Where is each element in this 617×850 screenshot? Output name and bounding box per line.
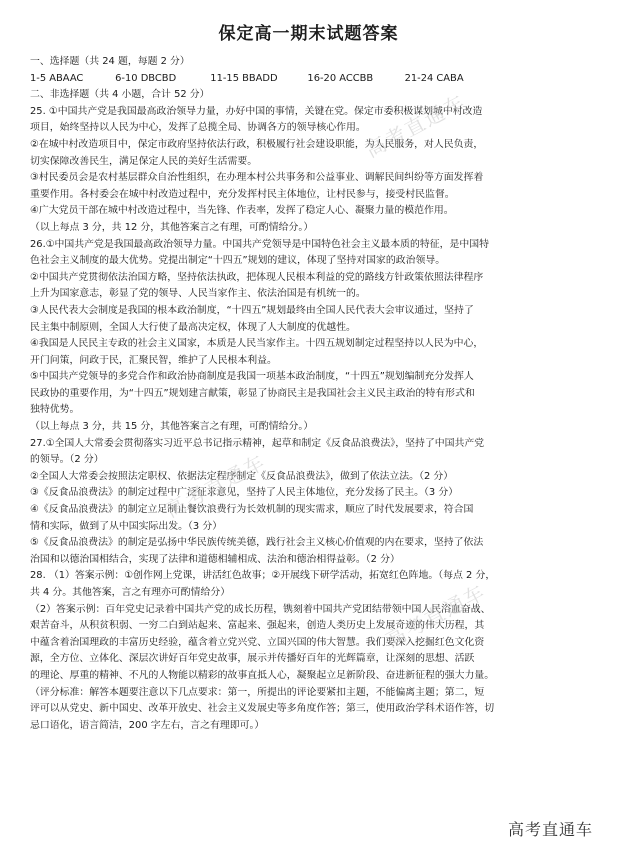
q28-line: 源，全方位、立体化、深层次讲好百年党史故事，展示并传播好百年的光辉篇章，让深刻的思想、活跃 bbox=[30, 653, 475, 665]
answer-group-3: 11-15 BBADD bbox=[210, 72, 278, 84]
q26-line: ④我国是人民民主专政的社会主义国家，本质是人民当家作主。十四五规划制定过程坚持以人民为中心， bbox=[30, 338, 484, 350]
answer-group-2: 6-10 DBCBD bbox=[115, 72, 177, 84]
q27-line: 情和实际，做到了从中国实际出发。（3 分） bbox=[30, 520, 223, 532]
q26-scoring: （以上每点 3 分，共 15 分，其他答案言之有理，可酌情给分。） bbox=[30, 421, 314, 433]
question-25 bbox=[30, 104, 587, 237]
watermark-top: 高考直通车 bbox=[361, 89, 470, 163]
q25-scoring: （以上每点 3 分，共 12 分，其他答案言之有理，可酌情给分。） bbox=[30, 221, 314, 233]
section2-header: 二、非选择题（共 4 小题，合计 52 分） bbox=[30, 89, 210, 101]
q28-line: 中蕴含着治国理政的丰富历史经验，蕴含着立党兴党、立国兴国的伟大智慧。我们要深入挖掘红色文化资 bbox=[30, 636, 485, 648]
question-28 bbox=[30, 568, 587, 734]
q25-line: 切实保障改善民生，满足保定人民的美好生活需要。 bbox=[30, 155, 258, 167]
q26-line: 26.①中国共产党是我国最高政治领导力量。中国共产党领导是中国特色社会主义最本质的特征，是中国特 bbox=[30, 238, 490, 250]
q26-line: 民政协的重要作用，为“十四五”规划建言献策，彰显了协商民主是我国社会主义民主政治的特有形式和 bbox=[30, 387, 475, 399]
q25-line: 25. ①中国共产党是我国最高政治领导力量，办好中国的事情，关键在党。保定市委积极谋划城中村改造 bbox=[30, 105, 483, 117]
q26-line: 民主集中制原则，全国人大行使了最高决定权，体现了人大制度的优越性。 bbox=[30, 321, 356, 333]
q27-line: 治国和以德治国相结合，实现了法律和道德相辅相成、法治和德治相得益彰。（2 分） bbox=[30, 553, 400, 565]
q27-line: ④《反食品浪费法》的制定立足制止餐饮浪费行为长效机制的现实需求，顺应了时代发展要求，符合国 bbox=[30, 504, 474, 516]
answer-group-1: 1-5 ABAAC bbox=[30, 72, 84, 84]
q25-line: ③村民委员会是农村基层群众自治性组织，在办理本村公共事务和公益事业、调解民间纠纷等方面发挥着 bbox=[30, 172, 484, 184]
q25-line: ④广大党员干部在城中村改造过程中，当先锋、作表率，发挥了稳定人心、凝聚力量的模范作用。 bbox=[30, 205, 454, 217]
q28-scoring: （评分标准：解答本题要注意以下几点要求：第一，所提出的评论要紧扣主题，不能偏离主题；第二，短 bbox=[30, 686, 485, 698]
q27-line: ⑤《反食品浪费法》的制定是弘扬中华民族传统美德，践行社会主义核心价值观的内在要求，坚持了依法 bbox=[30, 537, 484, 549]
page-title: 保定高一期末试题答案 bbox=[218, 24, 399, 44]
q28-line: 艰苦奋斗，从积贫积弱、一穷二白到站起来、富起来、强起来，创造人类历史上发展奇迹的伟大历程，其 bbox=[30, 620, 485, 632]
q26-line: ⑤中国共产党领导的多党合作和政治协商制度是我国一项基本政治制度，“十四五”规划编制充分发挥人 bbox=[30, 371, 474, 383]
q27-line: 27.①全国人大常委会贯彻落实习近平总书记指示精神，起草和制定《反食品浪费法》，坚持了中国共产党 bbox=[30, 437, 485, 449]
choice-answers bbox=[30, 71, 587, 88]
watermark-lower: 高考直通车 bbox=[381, 579, 490, 653]
q28-scoring: 忌口语化，语言简洁，200 字左右，言之有理即可。） bbox=[30, 719, 265, 731]
q25-line: ②在城中村改造项目中，保定市政府坚持依法行政，积极履行社会建设职能，为人民服务，对人民负责， bbox=[30, 138, 484, 150]
q26-line: 独特优势。 bbox=[30, 404, 80, 416]
watermark-middle: 高考直通车 bbox=[161, 449, 270, 523]
watermark-corner: 高考直通车 bbox=[507, 820, 593, 839]
q27-line: 的领导。（2 分） bbox=[30, 454, 104, 466]
q26-line: 上升为国家意志，彰显了党的领导、人民当家作主、依法治国是有机统一的。 bbox=[30, 288, 366, 300]
q27-line: ③《反食品浪费法》的制定过程中广泛征求意见，坚持了人民主体地位，充分发扬了民主。（3 分） bbox=[30, 487, 459, 499]
q28-line: 28. （1）答案示例：①创作网上党课，讲活红色故事；②开展线下研学活动，拓宽红色阵地。（每点 2 分， bbox=[30, 570, 496, 582]
q28-line: 共 4 分。其他答案，言之有理亦可酌情给分） bbox=[30, 587, 231, 598]
section1-header: 一、选择题（共 24 题，每题 2 分） bbox=[30, 56, 190, 67]
q25-line: 项目，始终坚持以人民为中心，发挥了总揽全局、协调各方的领导核心作用。 bbox=[30, 122, 366, 134]
q26-line: ②中国共产党贯彻依法治国方略，坚持依法执政，把体现人民根本利益的党的路线方针政策依照法律程序 bbox=[30, 271, 484, 283]
q28-line: 的理论、厚重的精神、不凡的人物能以精彩的故事直抵人心，凝聚起立足新阶段、奋进新征程的强大力量。 bbox=[30, 669, 495, 681]
answer-group-5: 21-24 CABA bbox=[404, 72, 464, 84]
q26-line: 色社会主义制度的最大优势。党提出制定“十四五”规划的建议，体现了坚持对国家的政治领导。 bbox=[30, 255, 446, 267]
document-body bbox=[0, 54, 617, 734]
q27-line: ②全国人大常委会按照法定职权、依据法定程序制定《反食品浪费法》，做到了依法立法。（2 分） bbox=[30, 470, 454, 482]
q26-line: ③人民代表大会制度是我国的根本政治制度，“十四五”规划最终由全国人民代表大会审议通过，坚持了 bbox=[30, 304, 474, 316]
q28-scoring: 评可以从党史、新中国史、改革开放史、社会主义发展史等多角度作答；第三，使用政治学科术语作答，切 bbox=[30, 703, 495, 715]
q25-line: 重要作用。各村委会在城中村改造过程中，充分发挥村民主体地位，让村民参与，接受村民监督。 bbox=[30, 188, 455, 200]
answer-group-4: 16-20 ACCBB bbox=[307, 72, 374, 84]
q26-line: 开门问策，问政于民，汇聚民智，维护了人民根本利益。 bbox=[30, 354, 277, 366]
question-27 bbox=[30, 436, 587, 569]
q28-line: （2）答案示例：百年党史记录着中国共产党的成长历程，镌刻着中国共产党团结带领中国人民浴血奋战、 bbox=[30, 603, 491, 615]
question-26 bbox=[30, 237, 587, 436]
